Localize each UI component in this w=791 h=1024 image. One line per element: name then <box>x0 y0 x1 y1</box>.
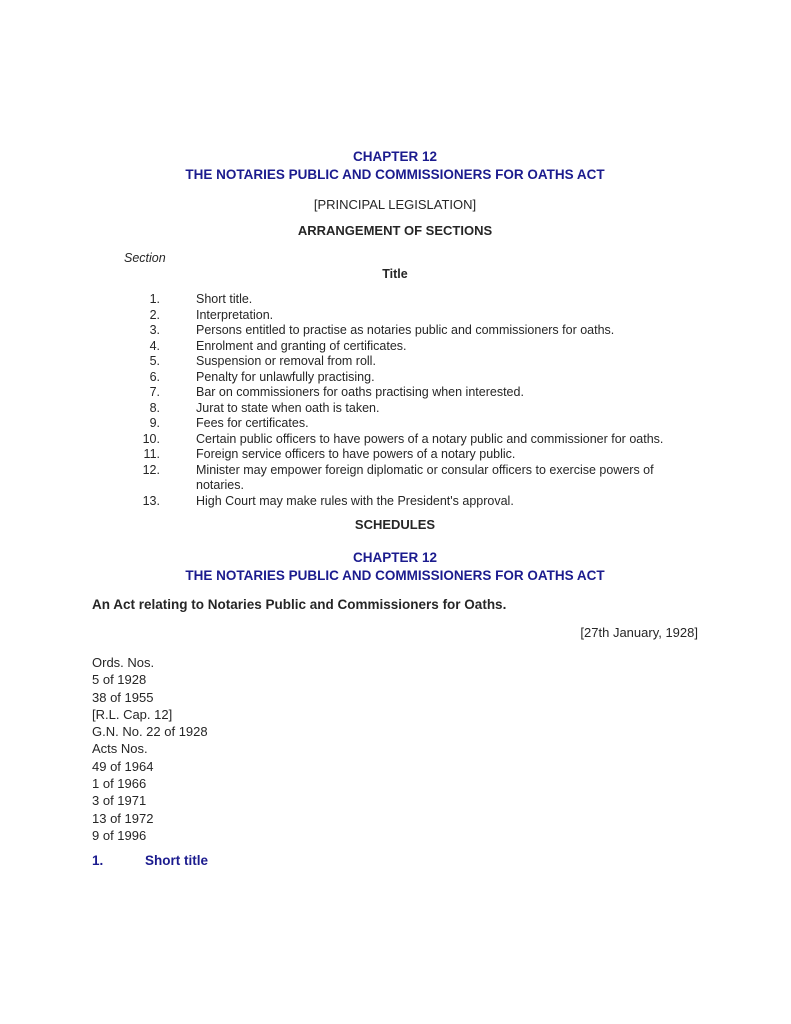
section-title: Enrolment and granting of certificates. <box>196 338 407 353</box>
section-number: 4. <box>149 338 160 353</box>
reference-line: 13 of 1972 <box>92 810 154 826</box>
section-number: 6. <box>149 369 160 384</box>
section-title: Foreign service officers to have powers of a notary public. <box>196 447 516 461</box>
section-title: Penalty for unlawfully practising. <box>196 369 375 384</box>
section-title: Interpretation. <box>196 307 274 322</box>
schedules-heading: SCHEDULES <box>354 517 436 532</box>
reference-line: 1 of 1966 <box>92 776 147 792</box>
section-title: High Court may make rules with the President's approval. <box>196 493 514 508</box>
arrangement-of-sections-heading: ARRANGEMENT OF SECTIONS <box>297 223 493 238</box>
reference-line: 9 of 1996 <box>92 827 147 843</box>
reference-line: G.N. No. 22 of 1928 <box>92 724 208 740</box>
section-column-label: Section <box>124 251 166 265</box>
chapter-number: CHAPTER 12 <box>352 149 438 164</box>
section-title: Jurat to state when oath is taken. <box>196 400 380 415</box>
chapter-heading <box>92 148 698 184</box>
section-row <box>92 494 698 510</box>
document-content <box>92 148 698 869</box>
section-number: 3. <box>149 323 160 337</box>
section-title: Minister may empower foreign diplomatic or consular officers to exercise powers of notaries. <box>196 462 654 492</box>
section-row <box>92 401 698 417</box>
section-title: Suspension or removal from roll. <box>196 354 376 368</box>
reference-line: 3 of 1971 <box>92 793 147 809</box>
first-section-number: 1. <box>92 853 104 869</box>
reference-line: Acts Nos. <box>92 741 148 757</box>
section-title: Persons entitled to practise as notaries public and commissioners for oaths. <box>196 323 615 337</box>
first-section-title: Short title <box>145 853 208 869</box>
section-number: 2. <box>149 307 160 322</box>
sections-list <box>92 292 698 509</box>
section-number: 10. <box>142 431 160 446</box>
section-number: 5. <box>149 354 160 368</box>
first-section-heading <box>92 853 698 869</box>
section-number: 11. <box>143 447 160 461</box>
section-row <box>92 323 698 339</box>
section-number: 1. <box>149 292 160 306</box>
reference-line: Ords. Nos. <box>92 655 155 670</box>
section-title: Short title. <box>196 292 253 306</box>
title-column-label: Title <box>382 267 408 281</box>
section-title: Fees for certificates. <box>196 416 309 430</box>
section-row <box>92 447 698 463</box>
act-title-repeat: THE NOTARIES PUBLIC AND COMMISSIONERS FOR OATHS ACT <box>185 568 605 583</box>
section-row <box>92 463 698 494</box>
section-title: Bar on commissioners for oaths practising when interested. <box>196 385 524 399</box>
reference-line: 5 of 1928 <box>92 672 147 688</box>
section-row <box>92 370 698 386</box>
section-number: 7. <box>149 385 160 399</box>
references-list <box>92 654 698 844</box>
section-row <box>92 354 698 370</box>
section-row <box>92 416 698 432</box>
act-chapter-number: CHAPTER 12 <box>352 550 438 565</box>
section-row <box>92 432 698 448</box>
section-row <box>92 339 698 355</box>
reference-line: [R.L. Cap. 12] <box>92 706 173 722</box>
section-title: Certain public officers to have powers of a notary public and commissioner for oaths. <box>196 431 664 446</box>
section-number: 12. <box>142 462 160 477</box>
commencement-date: [27th January, 1928] <box>580 625 698 640</box>
act-long-title: An Act relating to Notaries Public and Commissioners for Oaths. <box>92 597 507 612</box>
section-row <box>92 385 698 401</box>
section-row <box>92 308 698 324</box>
section-row <box>92 292 698 308</box>
principal-legislation-label: [PRINCIPAL LEGISLATION] <box>313 197 477 212</box>
act-chapter-heading <box>92 549 698 585</box>
section-number: 9. <box>149 416 160 430</box>
section-number: 8. <box>149 400 160 415</box>
reference-line: 49 of 1964 <box>92 758 154 774</box>
act-title: THE NOTARIES PUBLIC AND COMMISSIONERS FOR OATHS ACT <box>185 167 605 182</box>
reference-line: 38 of 1955 <box>92 689 154 705</box>
section-number: 13. <box>142 493 160 508</box>
